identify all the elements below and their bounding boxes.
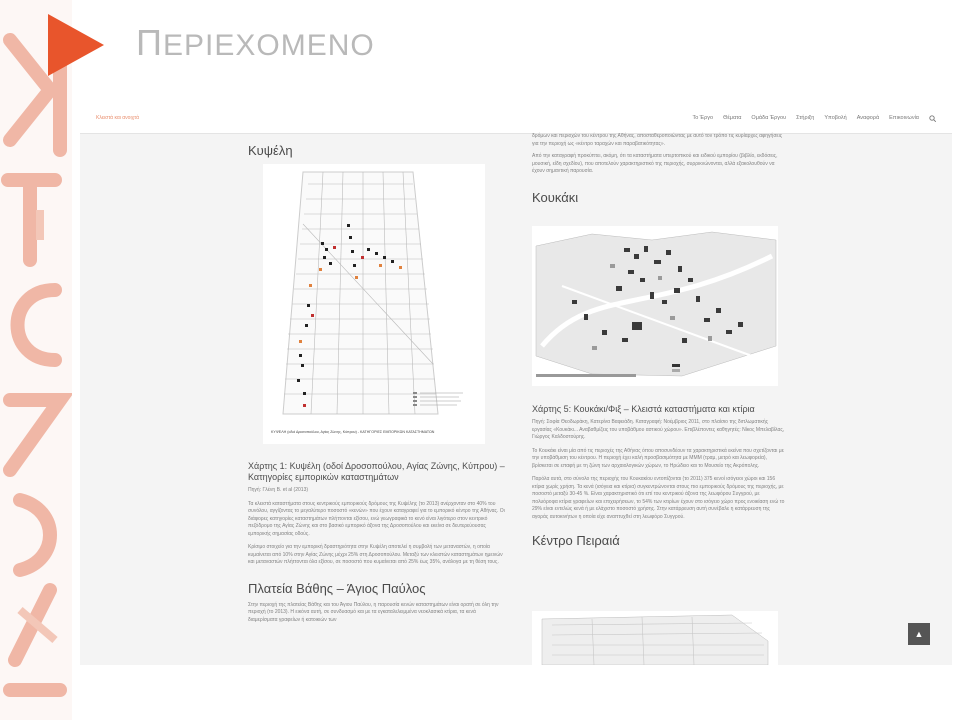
plateia-heading: Πλατεία Βάθης – Άγιος Παύλος xyxy=(248,580,426,596)
left-column xyxy=(248,143,503,158)
nav-item-themata[interactable]: Θέματα xyxy=(723,115,742,121)
koukaki-paragraph-1: Το Κουκάκι είναι μία από τις περιοχές της Αθήνας όπου αποσυνδέουν τα χαρακτηριστικά εκείνα που σχετίζονται με την υποβάθμιση του κέντρου. Η περιοχή έχει καλή προσβασιμότητα με ΜΜΜ (τραμ, μετρό και λεωφορεία), βρίσκεται σε επαφή με τη ζώνη των αρχαιολογικών χώρων, το Ηρώδειο και το Μουσείο της Ακρόπολης. xyxy=(532,447,784,469)
kypseli-paragraph-1: Τα κλειστά καταστήματα στους κεντρικούς εμπορικούς δρόμους της Κυψέλης (το 2013) ανέρχονταν στο 40% του συνόλου, αγγίζοντας το μεγαλύτερο ποσοστό «κενών» που έχουν καταγραφεί για το εμπορικό κέντρο της Αθήνας. Οι διάφορες κατηγορίες καταστημάτων πλήττονται εξίσου, ενώ γεωγραφικά το κενό είναι λιγότερο στον κεντρικό πεζόδρομο της Αγίας Ζώνης και στο βασικό εμπορικό άξονα της Δροσοπούλου και εκείνα σε δευτερεύουσας εμπορικής σημασίας οδούς. xyxy=(248,500,505,537)
website-screenshot xyxy=(80,105,952,665)
site-brand[interactable]: Κλειστά και ανοιχτά xyxy=(96,115,139,121)
slide-title: ΠΕΡΙΕΧΟΜΕΝΟ xyxy=(136,22,375,63)
nav-item-anafora[interactable]: Αναφορά xyxy=(856,115,880,121)
nav-item-ypovoli[interactable]: Υποβολή xyxy=(824,115,847,121)
koukaki-paragraph-2: Παρόλα αυτά, στο σύνολο της περιοχής του Κουκακίου εντοπίζονται (το 2011) 375 κενοί ισόγειοι χώροι και 156 κτίρια χωρίς χρήση. Τα κενά (ισόγεια και κτίρια) συγκεντρώνονται στους πιο εμπορικούς δρόμους της περιοχής, με ποσοστό μεταξύ 30-45 %. Είναι χαρακτηριστικό ότι επί του κεντρικού άξονα της λεωφόρου Συγγρού, με πολυόροφα κτίρια γραφείων και επιχειρήσεων, το 54% των κτιρίων έχουν στο ισόγειο χώρο προς ενοικίαση ενώ το 29% είναι εντελώς κενά ή με ελάχιστο ποσοστό χρήσης. Στην κατάρρευση αυτή συνέβαλε η κατάρρευση της αγοράς αυτοκινήτων η οποία είχε αναπτυχθεί στη λεωφόρο Συγγρού. xyxy=(532,476,785,520)
peiraia-map xyxy=(532,611,778,665)
decorative-letters-graphic xyxy=(0,0,72,720)
nav-item-epikoinonia[interactable]: Επικοινωνία xyxy=(889,115,919,121)
site-nav xyxy=(692,115,936,122)
left-column-text xyxy=(248,461,506,624)
right-paragraph-2: Από την καταγραφή προκύπτει, ακόμη, ότι τα καταστήματα υπερτοπικού και ειδικού εμπορίου (βιβλίο, εκδόσεις, μουσική, είδη σχεδίου), που αποτελούν χαρακτηριστικό της περιοχής, συρρικνώνονται, αλλά εξακολουθούν να έχουν σημαντική παρουσία. xyxy=(532,153,778,174)
kypseli-map xyxy=(263,164,485,444)
map5-caption: Χάρτης 5: Κουκάκι/Φιξ – Κλειστά καταστήματα και κτίρια xyxy=(532,404,755,414)
orange-arrow-icon xyxy=(48,14,108,76)
decorative-sidebar xyxy=(0,0,72,720)
nav-item-stirixi[interactable]: Στήριξη xyxy=(796,115,815,121)
kypseli-paragraph-2: Κρίσιμο στοιχείο για την εμπορική δραστηριότητα στην Κυψέλη αποτελεί η συμβολή των μεταναστών, η οποία κυμαίνεται από 10% στην Αγίας Ζώνης μέχρι 25% στη Δροσοπούλου. Μεταξύ των κλειστών καταστημάτων ημεινών και μεταναστών πλήττονται όλα εξίσου, σε ποσοστό που κυμαίνεται από 25% έως 35%, ανάλογα με τη θέση τους. xyxy=(248,544,503,565)
kypseli-map-graphic xyxy=(263,164,485,444)
peiraia-map-graphic xyxy=(532,611,778,665)
source1: Πηγή: Γλένη Β. et al (2013) xyxy=(248,487,309,493)
koukaki-heading: Κουκάκι xyxy=(532,189,579,205)
map1-caption: Χάρτης 1: Κυψέλη (οδοί Δροσοπούλου, Αγίας Ζώνης, Κύπρου) – Κατηγορίες εμπορικών καταστημάτων xyxy=(248,461,505,482)
back-to-top-button[interactable]: ▲ xyxy=(908,623,930,645)
right-paragraph-1: δρόμων και περιοχών του κέντρου της Αθήνας, αποσταθεροποιώντας με αυτό τον τρόπο τις κυρίαρχες αφηγήσεις για την περιοχή ως «κέντρο ταραχών και παραβατικότητας». xyxy=(532,133,783,147)
koukaki-map xyxy=(532,226,778,386)
nav-item-ergo[interactable]: Το Έργο xyxy=(692,115,714,121)
right-column xyxy=(532,133,787,205)
nav-item-omada[interactable]: Ομάδα Έργου xyxy=(751,115,787,121)
search-icon[interactable] xyxy=(929,115,936,122)
koukaki-map-graphic xyxy=(532,226,778,386)
peiraia-heading: Κέντρο Πειραιά xyxy=(532,533,620,548)
site-header xyxy=(80,105,952,134)
right-column-text xyxy=(532,404,786,548)
map1-legend-title: ΚΥΨΕΛΗ (οδοί Δροσοπούλου, Αγίας Ζώνης, Κύπρου) - ΚΑΤΗΓΟΡΙΕΣ ΕΜΠΟΡΙΚΩΝ ΚΑΤΑΣΤΗΜΑΤΩΝ xyxy=(271,430,435,434)
source5: Πηγή: Σοφία Θεοδωράκη, Κατερίνα Βαφειάδη. Καταγραφή: Νοέμβριος 2011, στο πλαίσιο της διπλωματικής εργασίας «Κουκάκι... Αναβαθμίζεις του υποβάθμου αστικού χώρου». Επιβλέποντες καθηγητές: Νίκος Μπελαβίλας, Γιώργος Καλδοστούρης. xyxy=(532,419,785,440)
kypseli-heading: Κυψέλη xyxy=(248,143,293,158)
plateia-paragraph: Στην περιοχή της πλατείας Βάθης και του Άγιου Παύλου, η παρουσία κενών καταστημάτων είναι ορατή σε όλη την περιοχή (το 2013). Η εικόνα αυτή, σε συνδυασμό και με τα εγκαταλελειμμένα νεοκλασικά κτίρια, τα κενά διαμερίσματα γραφείων ή κατοικιών των xyxy=(248,601,499,623)
